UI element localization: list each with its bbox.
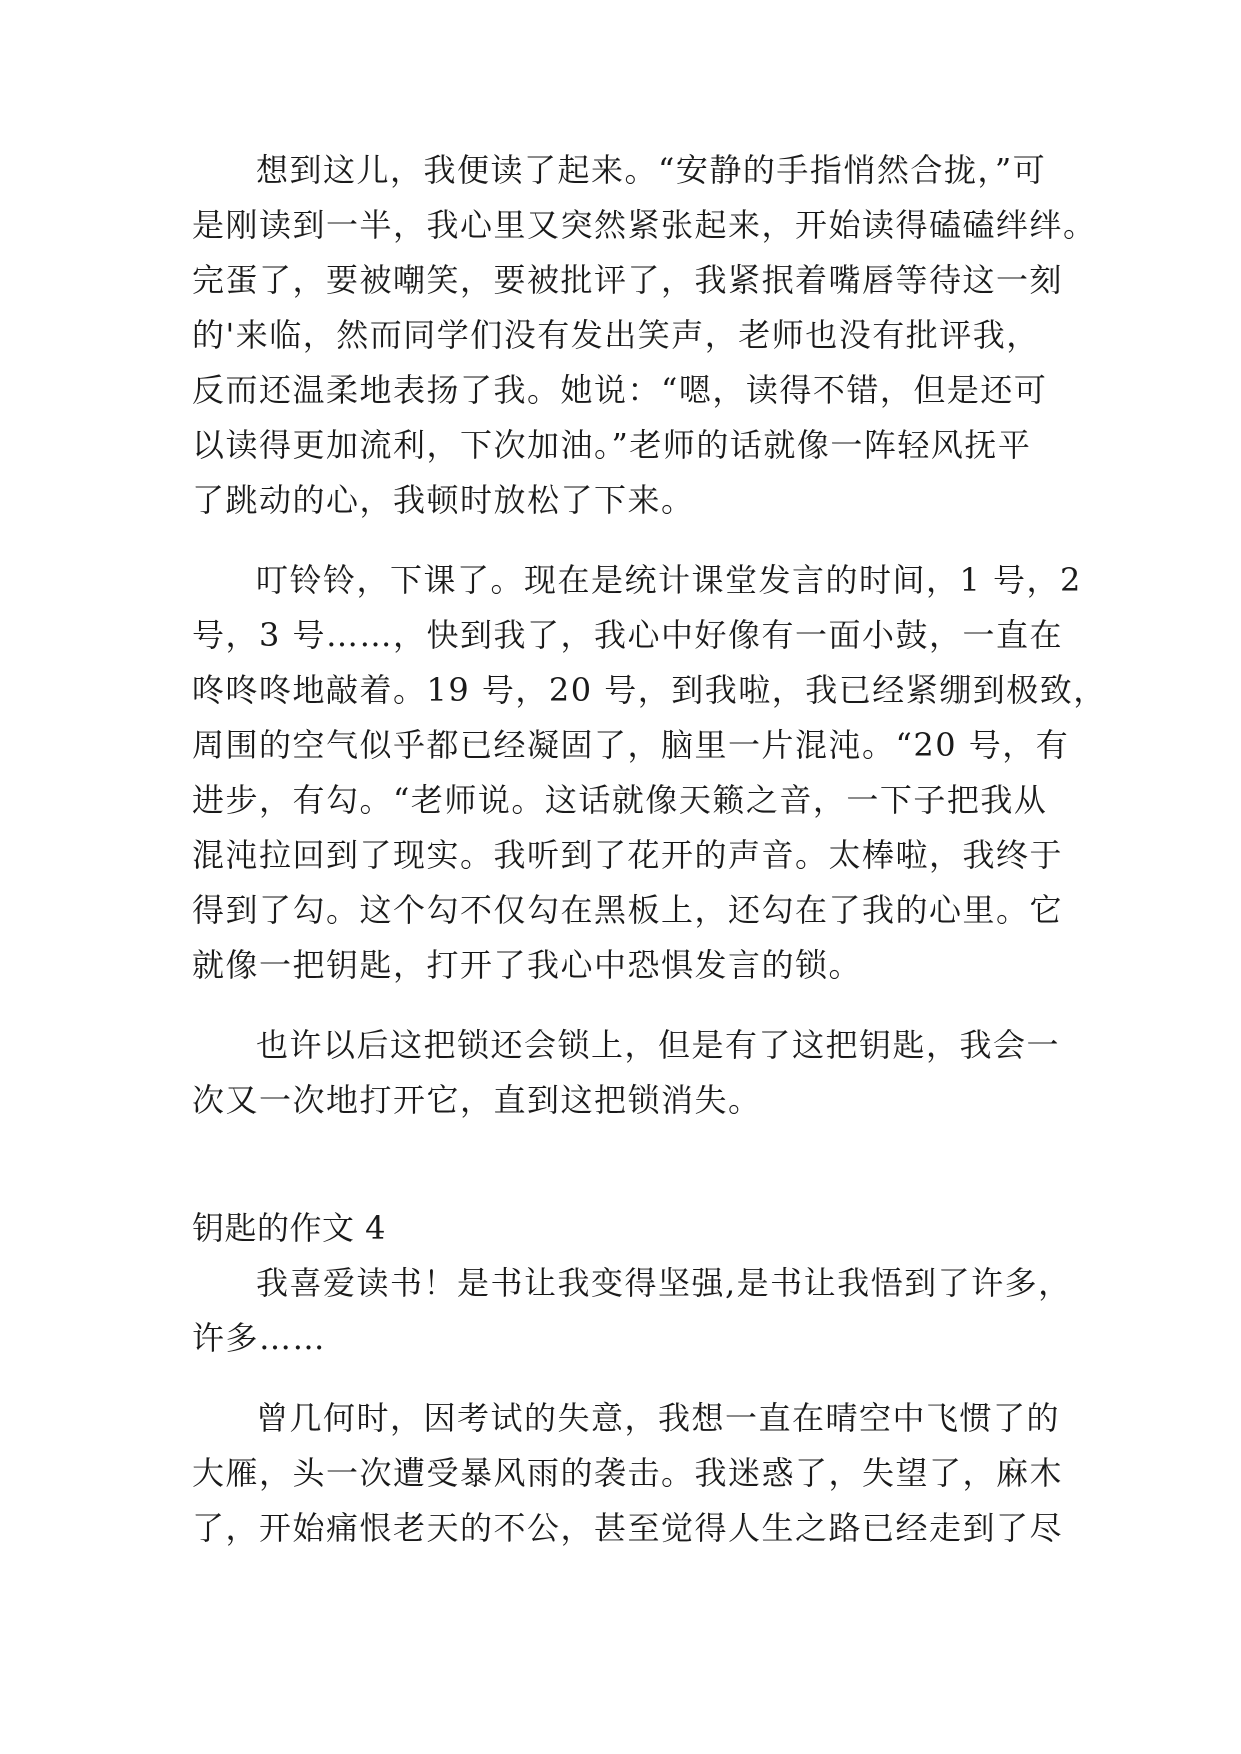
- text-line: 号，3 号……，快到我了，我心中好像有一面小鼓，一直在: [192, 616, 1064, 654]
- text-line: 我喜爱读书！是书让我变得坚强,是书让我悟到了许多，: [256, 1264, 1072, 1302]
- text-line: 进步，有勾。“老师说。这话就像天籁之音，一下子把我从: [192, 781, 1048, 819]
- text-line: 大雁，头一次遭受暴风雨的袭击。我迷惑了，失望了，麻木: [192, 1454, 1064, 1492]
- text-line: 曾几何时，因考试的失意，我想一直在晴空中飞惯了的: [256, 1399, 1061, 1437]
- text-line: 许多……: [192, 1319, 327, 1357]
- text-line: 也许以后这把锁还会锁上，但是有了这把钥匙，我会一: [256, 1026, 1061, 1064]
- text-line: 叮铃铃，下课了。现在是统计课堂发言的时间，1 号，2: [256, 561, 1082, 599]
- text-line: 次又一次地打开它，直到这把锁消失。: [192, 1081, 762, 1119]
- text-line: 咚咚咚地敲着。19 号，20 号，到我啦，我已经紧绷到极致，: [192, 671, 1107, 709]
- text-line: 周围的空气似乎都已经凝固了，脑里一片混沌。“20 号，有: [192, 726, 1070, 764]
- text-line: 以读得更加流利，下次加油。”老师的话就像一阵轻风抚平: [192, 426, 1032, 464]
- text-line: 了，开始痛恨老天的不公，甚至觉得人生之路已经走到了尽: [192, 1509, 1064, 1547]
- text-line: 想到这儿，我便读了起来。“安静的手指悄然合拢，”可: [256, 151, 1047, 189]
- text-line: 的'来临，然而同学们没有发出笑声，老师也没有批评我，: [192, 316, 1040, 354]
- text-line: 就像一把钥匙，打开了我心中恐惧发言的锁。: [192, 946, 863, 984]
- text-line: 了跳动的心，我顿时放松了下来。: [192, 481, 695, 519]
- text-line: 完蛋了，要被嘲笑，要被批评了，我紧抿着嘴唇等待这一刻: [192, 261, 1064, 299]
- text-line: 得到了勾。这个勾不仅勾在黑板上，还勾在了我的心里。它: [192, 891, 1064, 929]
- text-line: 是刚读到一半，我心里又突然紧张起来，开始读得磕磕绊绊。: [192, 206, 1097, 244]
- text-line: 反而还温柔地表扬了我。她说：“嗯，读得不错，但是还可: [192, 371, 1048, 409]
- section-heading: 钥匙的作文 4: [192, 1209, 387, 1247]
- text-line: 混沌拉回到了现实。我听到了花开的声音。太棒啦，我终于: [192, 836, 1064, 874]
